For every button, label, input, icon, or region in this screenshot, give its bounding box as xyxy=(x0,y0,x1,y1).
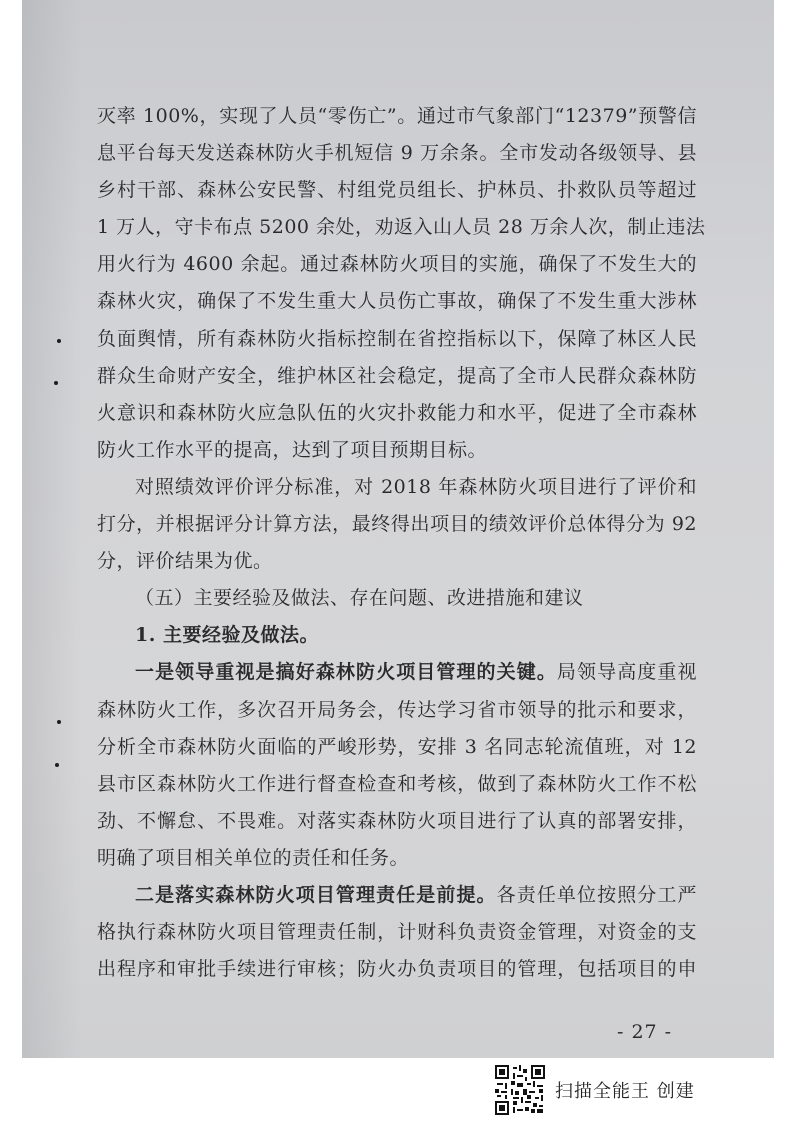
text-line: 劲、不懈怠、不畏难。对落实森林防火项目进行了认真的部署安排， xyxy=(97,809,697,832)
text-line: 群众生命财产安全，维护林区社会稳定，提高了全市人民群众森林防 xyxy=(97,364,697,387)
text-line: 打分，并根据评分计算方法，最终得出项目的绩效评价总体得分为 92 xyxy=(97,513,697,536)
text-line: 息平台每天发送森林防火手机短信 9 万余条。全市发动各级领导、县 xyxy=(97,142,697,165)
document-body xyxy=(97,98,706,988)
page-shadow xyxy=(22,0,82,1058)
binding-hole-mark xyxy=(57,339,61,343)
page-number: - 27 - xyxy=(617,1021,673,1043)
text-line: 乡村干部、森林公安民警、村组党员组长、护林员、扑救队员等超过 xyxy=(97,179,697,202)
binding-hole-mark xyxy=(57,720,61,724)
text-line: 森林防火工作，多次召开局务会，传达学习省市领导的批示和要求， xyxy=(97,698,697,721)
text-line: 对照绩效评价评分标准，对 2018 年森林防火项目进行了评价和 xyxy=(135,475,697,498)
text-line xyxy=(97,654,697,691)
scanner-watermark xyxy=(495,1063,695,1117)
text-line xyxy=(97,877,697,914)
bold-lead: 二是落实森林防火项目管理责任是前提。 xyxy=(135,883,497,906)
text-line: 分析全市森林防火面临的严峻形势，安排 3 名同志轮流值班，对 12 xyxy=(97,735,697,758)
binding-hole-mark xyxy=(55,763,59,767)
text-run: 局领导高度重视 xyxy=(556,661,697,684)
watermark-label: 扫描全能王 创建 xyxy=(555,1081,695,1102)
text-line: 县市区森林防火工作进行督查检查和考核，做到了森林防火工作不松 xyxy=(97,772,697,795)
text-run: 各责任单位按照分工严 xyxy=(496,883,697,906)
text-line: 格执行森林防火项目管理责任制，计财科负责资金管理，对资金的支 xyxy=(97,921,697,944)
text-line: 分，评价结果为优。 xyxy=(97,550,273,573)
binding-hole-mark xyxy=(54,381,58,385)
text-line: 用火行为 4600 余起。通过森林防火项目的实施，确保了不发生大的 xyxy=(97,253,697,276)
text-line: 灭率 100%，实现了人员“零伤亡”。通过市气象部门“12379”预警信 xyxy=(97,105,697,127)
text-line: 1 万人，守卡布点 5200 余处，劝返入山人员 28 万余人次，制止违法 xyxy=(97,216,706,239)
text-line: 防火工作水平的提高，达到了项目预期目标。 xyxy=(97,438,488,461)
text-line: 森林火灾，确保了不发生重大人员伤亡事故，确保了不发生重大涉林 xyxy=(97,290,697,313)
subsection-heading: 1. 主要经验及做法。 xyxy=(135,624,319,647)
text-line: 明确了项目相关单位的责任和任务。 xyxy=(97,846,410,869)
section-heading: （五）主要经验及做法、存在问题、改进措施和建议 xyxy=(135,587,584,610)
text-line: 火意识和森林防火应急队伍的火灾扑救能力和水平，促进了全市森林 xyxy=(97,401,697,424)
bold-lead: 一是领导重视是搞好森林防火项目管理的关键。 xyxy=(135,661,557,684)
text-line: 出程序和审批手续进行审核；防火办负责项目的管理，包括项目的申 xyxy=(97,958,697,981)
text-line: 负面舆情，所有森林防火指标控制在省控指标以下，保障了林区人民 xyxy=(97,327,697,350)
qr-code-icon xyxy=(495,1065,545,1115)
